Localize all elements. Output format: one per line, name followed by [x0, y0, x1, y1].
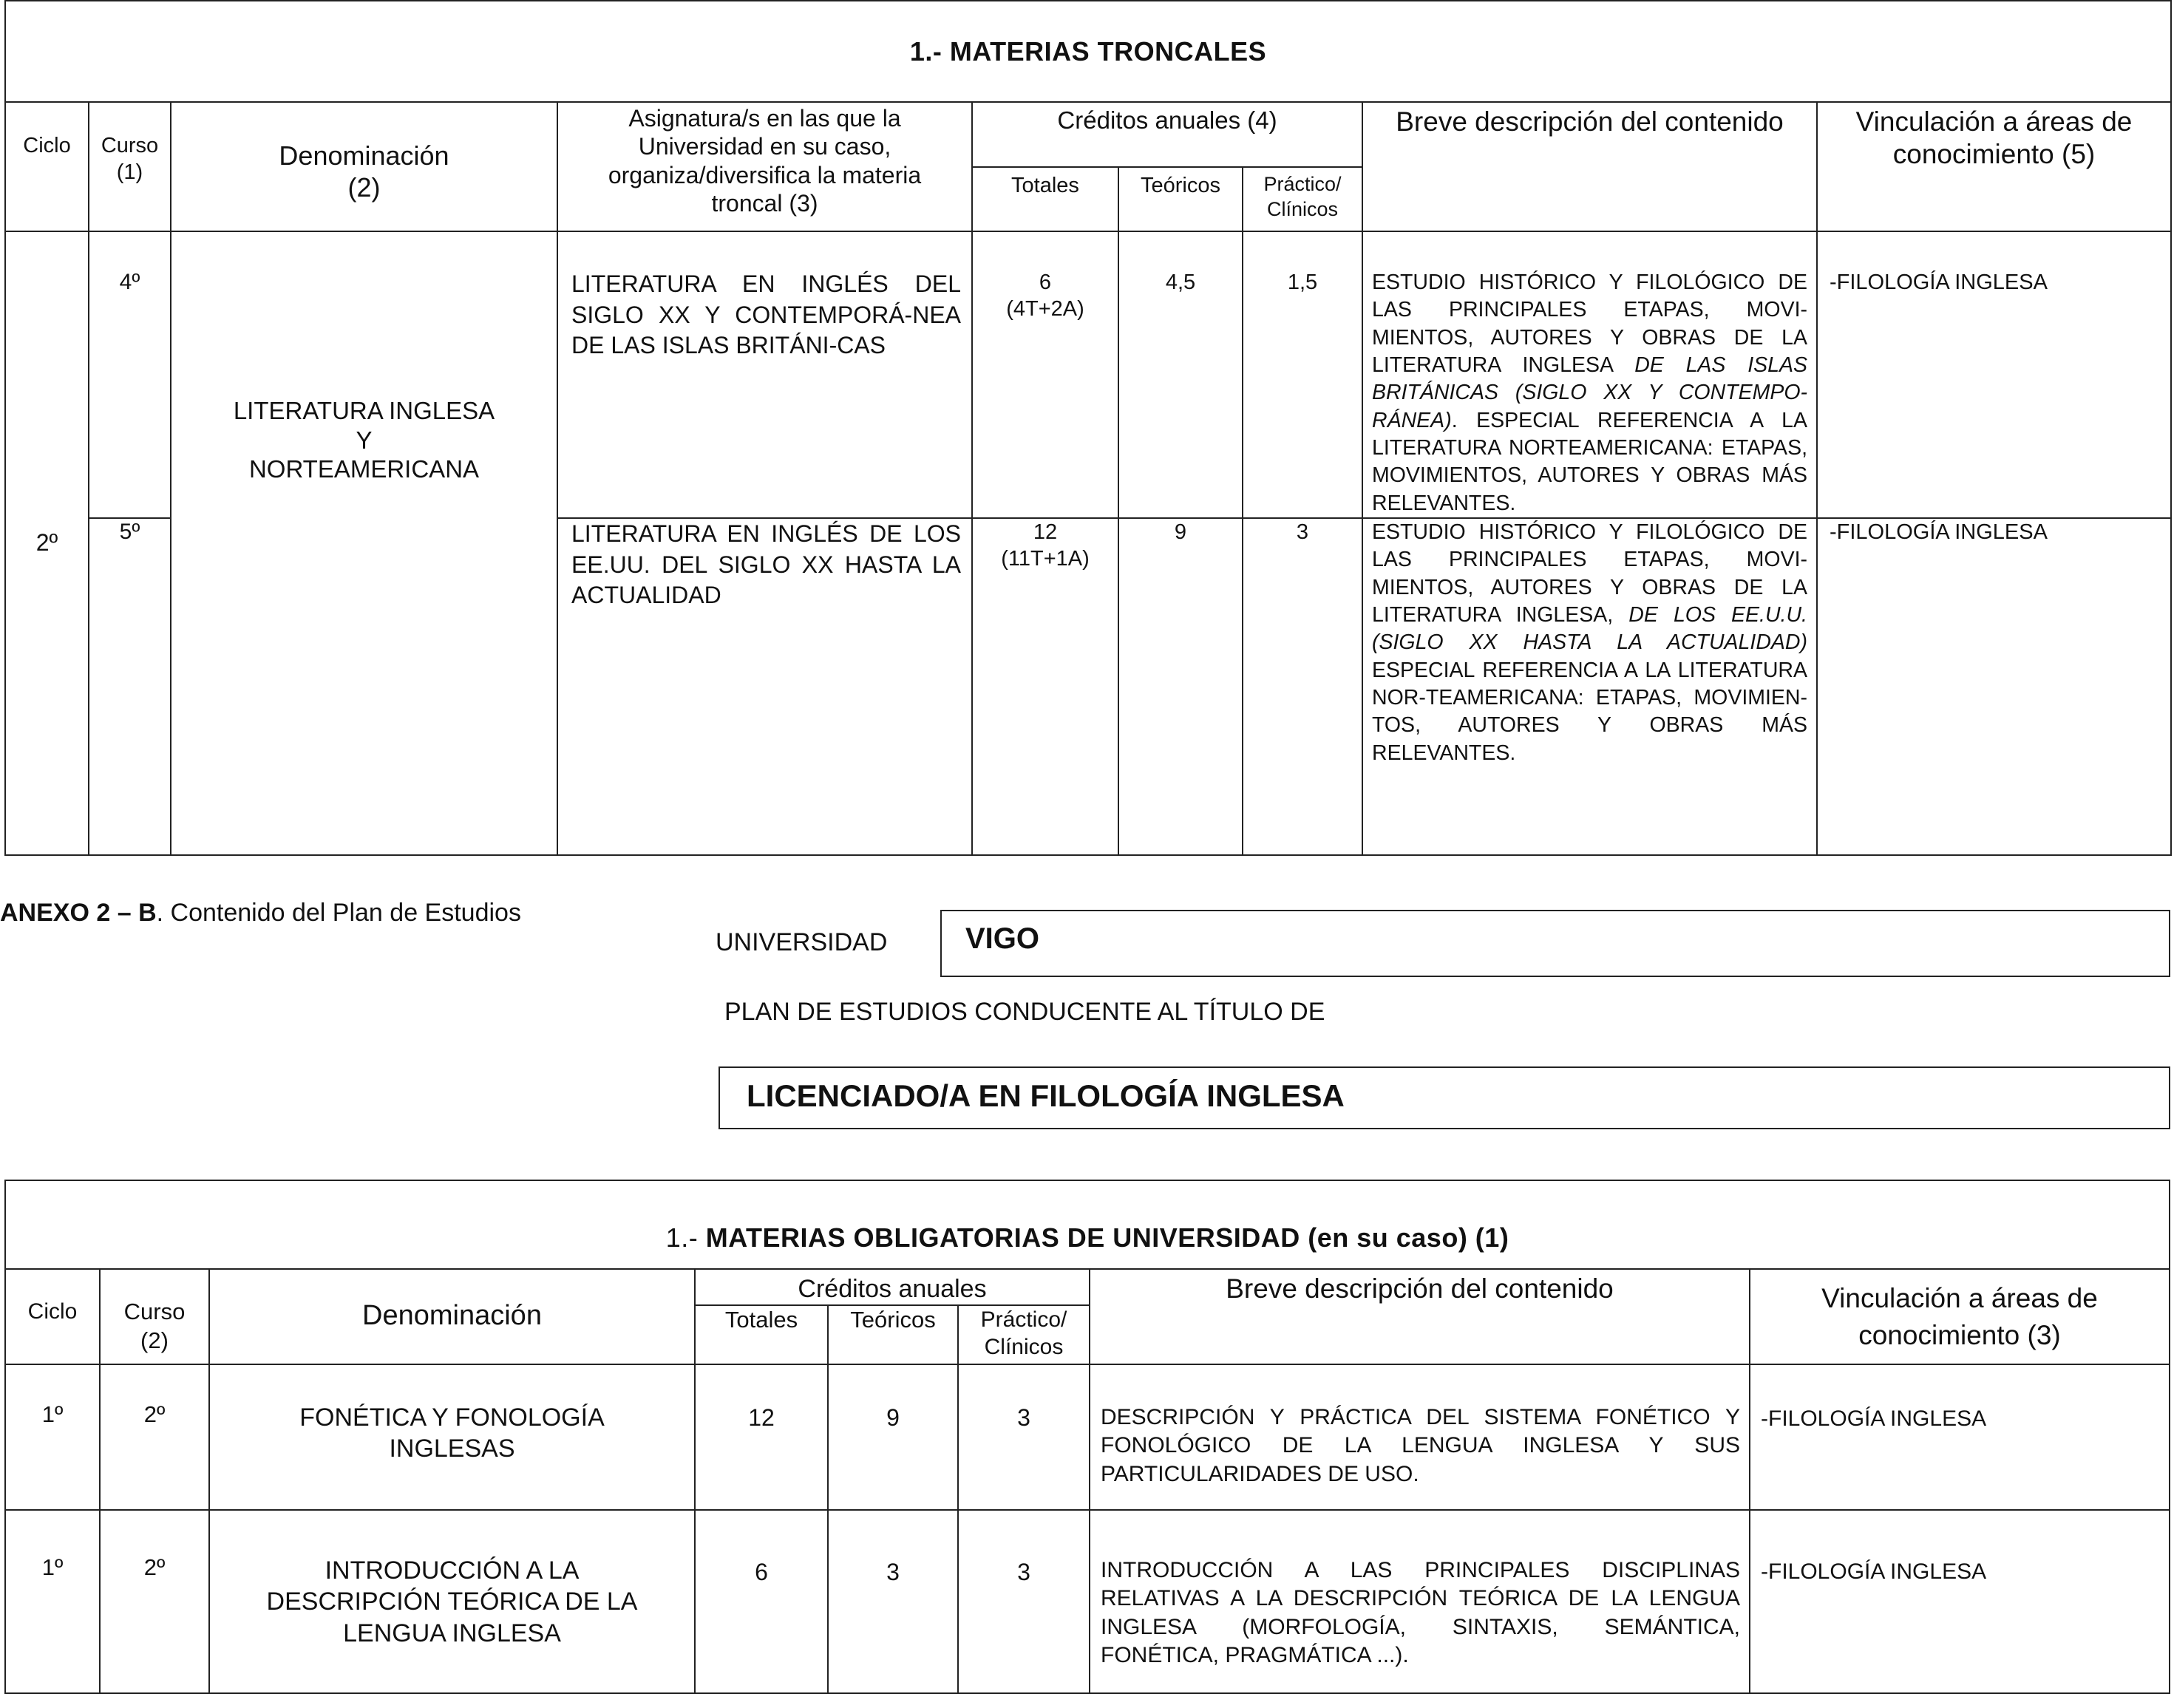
cell-ciclo: 1º [5, 1364, 100, 1510]
cell-denominacion: INTRODUCCIÓN A LA DESCRIPCIÓN TEÓRICA DE LA LENGUA INGLESA [209, 1510, 695, 1693]
cell-practicos: 1,5 [1243, 231, 1362, 518]
header-ciclo: Ciclo [5, 102, 89, 231]
troncales-row [5, 231, 2171, 518]
cell-totales: 12 [695, 1364, 828, 1510]
cell-teoricos: 3 [828, 1510, 958, 1693]
cell-area: -FILOLOGÍA INGLESA [1817, 518, 2171, 855]
header-practicos: Práctico/ Clínicos [1243, 167, 1362, 231]
header-creditos: Créditos anuales (4) [972, 102, 1362, 167]
cell-totales: 12 (11T+1A) [972, 518, 1118, 855]
cell-ciclo: 2º [5, 231, 89, 855]
universidad-value: VIGO [965, 922, 1040, 955]
cell-practicos: 3 [958, 1364, 1090, 1510]
cell-denominacion: FONÉTICA Y FONOLOGÍA INGLESAS [209, 1364, 695, 1510]
header-denominacion: Denominación (2) [171, 102, 557, 231]
cell-descripcion: INTRODUCCIÓN A LAS PRINCIPALES DISCIPLINAS RELATIVAS A LA DESCRIPCIÓN TEÓRICA DE LA LENGUA INGLESA (MORFOLOGÍA, SINTAXIS, SEMÁNTICA, FONÉTICA, PRAGMÁTICA ...). [1090, 1510, 1750, 1693]
cell-teoricos: 9 [1118, 518, 1243, 855]
header-practicos: Práctico/ Clínicos [958, 1305, 1090, 1364]
cell-ciclo: 1º [5, 1510, 100, 1693]
cell-denominacion: LITERATURA INGLESA Y NORTEAMERICANA [171, 231, 557, 855]
titulo-box [719, 1066, 2170, 1129]
universidad-label: UNIVERSIDAD [716, 928, 888, 956]
cell-asignatura: LITERATURA EN INGLÉS DEL SIGLO XX Y CONTEMPORÁ-NEA DE LAS ISLAS BRITÁNI-CAS [557, 231, 972, 518]
header-teoricos: Teóricos [828, 1305, 958, 1364]
cell-area: -FILOLOGÍA INGLESA [1817, 231, 2171, 518]
obligatorias-table [4, 1180, 2170, 1694]
header-vinculacion: Vinculación a áreas de conocimiento (3) [1750, 1269, 2170, 1364]
header-creditos: Créditos anuales [695, 1269, 1090, 1305]
cell-curso: 2º [100, 1510, 209, 1693]
cell-teoricos: 9 [828, 1364, 958, 1510]
cell-practicos: 3 [1243, 518, 1362, 855]
cell-descripcion: ESTUDIO HISTÓRICO Y FILOLÓGICO DE LAS PRINCIPALES ETAPAS, MOVI-MIENTOS, AUTORES Y OBRAS DE LA LITERATURA INGLESA DE LAS ISLAS BRITÁNICAS (SIGLO XX Y CONTEMPO-RÁNEA). ESPECIAL REFERENCIA A LA LITERATURA NORTEAMERICANA: ETAPAS, MOVIMIENTOS, AUTORES Y OBRAS MÁS RELEVANTES. [1362, 231, 1817, 518]
header-asignatura: Asignatura/s en las que la Universidad en su caso, organiza/diversifica la materia troncal (3) [557, 102, 972, 231]
header-descripcion: Breve descripción del contenido [1362, 102, 1817, 231]
header-curso: Curso (1) [89, 102, 171, 231]
cell-curso: 5º [89, 518, 171, 855]
cell-area: -FILOLOGÍA INGLESA [1750, 1510, 2170, 1693]
troncales-table [4, 0, 2172, 856]
header-teoricos: Teóricos [1118, 167, 1243, 231]
obligatorias-row [5, 1364, 2170, 1510]
cell-practicos: 3 [958, 1510, 1090, 1693]
obligatorias-title: 1.- MATERIAS OBLIGATORIAS DE UNIVERSIDAD (en su caso) (1) [5, 1180, 2170, 1269]
cell-descripcion: DESCRIPCIÓN Y PRÁCTICA DEL SISTEMA FONÉTICO Y FONOLÓGICO DE LA LENGUA INGLESA Y SUS PARTICULARIDADES DE USO. [1090, 1364, 1750, 1510]
cell-totales: 6 (4T+2A) [972, 231, 1118, 518]
titulo-value: LICENCIADO/A EN FILOLOGÍA INGLESA [747, 1078, 1345, 1113]
header-vinculacion: Vinculación a áreas de conocimiento (5) [1817, 102, 2171, 231]
anexo-label: ANEXO 2 – B. Contenido del Plan de Estudios [0, 899, 521, 927]
cell-totales: 6 [695, 1510, 828, 1693]
header-denominacion: Denominación [209, 1269, 695, 1364]
cell-descripcion: ESTUDIO HISTÓRICO Y FILOLÓGICO DE LAS PRINCIPALES ETAPAS, MOVI-MIENTOS, AUTORES Y OBRAS DE LA LITERATURA INGLESA, DE LOS EE.U.U. (SIGLO XX HASTA LA ACTUALIDAD) ESPECIAL REFERENCIA A LA LITERATURA NOR-TEAMERICANA: ETAPAS, MOVIMIEN-TOS, AUTORES Y OBRAS MÁS RELEVANTES. [1362, 518, 1817, 855]
header-curso: Curso (2) [100, 1269, 209, 1364]
header-totales: Totales [695, 1305, 828, 1364]
cell-teoricos: 4,5 [1118, 231, 1243, 518]
obligatorias-row [5, 1510, 2170, 1693]
cell-curso: 2º [100, 1364, 209, 1510]
header-ciclo: Ciclo [5, 1269, 100, 1364]
cell-area: -FILOLOGÍA INGLESA [1750, 1364, 2170, 1510]
header-totales: Totales [972, 167, 1118, 231]
header-descripcion: Breve descripción del contenido [1090, 1269, 1750, 1364]
cell-curso: 4º [89, 231, 171, 518]
universidad-box [940, 910, 2170, 977]
plan-label: PLAN DE ESTUDIOS CONDUCENTE AL TÍTULO DE [724, 998, 1325, 1026]
cell-asignatura: LITERATURA EN INGLÉS DE LOS EE.UU. DEL SIGLO XX HASTA LA ACTUALIDAD [557, 518, 972, 855]
troncales-title: 1.- MATERIAS TRONCALES [5, 1, 2171, 102]
